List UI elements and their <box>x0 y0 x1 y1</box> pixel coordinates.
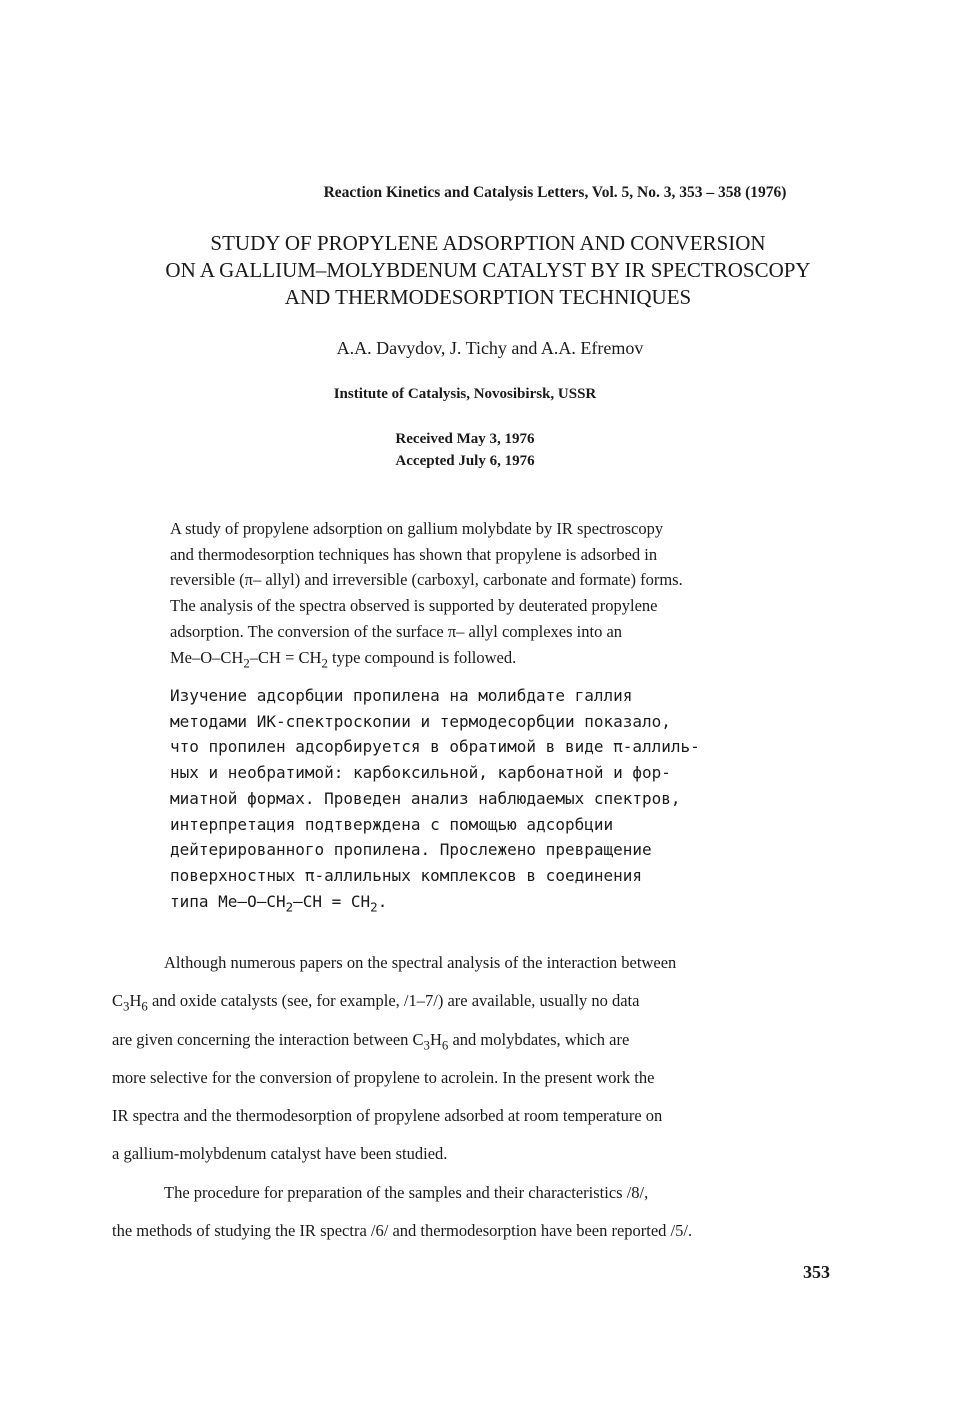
abstract-line: дейтерированного пропилена. Прослежено превращение <box>170 840 652 860</box>
formula-subscript: 3 <box>123 999 130 1014</box>
abstract-english <box>170 516 683 670</box>
abstract-line: методами ИК-спектроскопии и термодесорбции показало, <box>170 711 671 731</box>
formula-text: C <box>112 991 124 1011</box>
formula-subscript: 2 <box>370 898 378 914</box>
body-line: Although numerous papers on the spectral analysis of the interaction between <box>164 953 677 972</box>
page-number: 353 <box>803 1262 830 1282</box>
abstract-line <box>170 645 683 671</box>
abstract-line <box>170 889 700 915</box>
formula-subscript: 2 <box>321 656 328 671</box>
abstract-line: ных и необратимой: карбоксильной, карбонатной и фор- <box>170 763 671 783</box>
abstract-line: The analysis of the spectra observed is supported by deuterated propylene <box>170 596 658 616</box>
body-line: a gallium-molybdenum catalyst have been studied. <box>112 1144 448 1164</box>
formula-text: –CH = CH <box>249 647 322 667</box>
abstract-line: поверхностных π-аллильных комплексов в соединения <box>170 865 643 885</box>
authors: A.A. Davydov, J. Tichy and A.A. Efremov <box>336 338 644 358</box>
body-line: more selective for the conversion of propylene to acrolein. In the present work the <box>112 1067 655 1087</box>
body-paragraph <box>112 944 676 1174</box>
abstract-line: adsorption. The conversion of the surface π– allyl complexes into an <box>170 621 623 641</box>
body-text: and molybdates, which are <box>448 1029 630 1049</box>
abstract-russian <box>170 683 700 914</box>
abstract-line: миатной формах. Проведен анализ наблюдаемых спектров, <box>170 788 681 808</box>
abstract-text: type compound is followed. <box>327 647 517 667</box>
formula-subscript: 6 <box>441 1038 449 1053</box>
abstract-line: reversible (π– allyl) and irreversible (carboxyl, carbonate and formate) forms. <box>170 570 683 590</box>
formula-text: Me–O–CH <box>170 647 244 667</box>
formula-subscript: 3 <box>423 1038 430 1053</box>
body-line: IR spectra and the thermodesorption of propylene adsorbed at room temperature on <box>112 1106 663 1126</box>
institute: Institute of Catalysis, Novosibirsk, USSR <box>333 386 597 402</box>
title-line: AND THERMODESORPTION TECHNIQUES <box>284 285 692 309</box>
abstract-line: что пропилен адсорбируется в обратимой в виде π-аллиль- <box>170 737 700 757</box>
formula-text: . <box>377 891 388 911</box>
body-paragraph <box>112 1174 692 1251</box>
formula-subscript: 2 <box>285 898 294 914</box>
body-text: and oxide catalysts (see, for example, /1–7/) are available, usually no data <box>147 991 640 1011</box>
formula-text: H <box>429 1029 442 1049</box>
journal-citation: Reaction Kinetics and Catalysis Letters, Vol. 5, No. 3, 353 – 358 (1976) <box>323 184 787 201</box>
received-date: Received May 3, 1976 <box>395 431 535 447</box>
accepted-date: Accepted July 6, 1976 <box>395 453 535 469</box>
body-line <box>112 982 676 1020</box>
abstract-line: A study of propylene adsorption on gallium molybdate by IR spectroscopy <box>170 519 664 538</box>
dates <box>300 428 630 472</box>
title-line: STUDY OF PROPYLENE ADSORPTION AND CONVERSION <box>210 231 766 255</box>
formula-text: –CH = CH <box>293 891 371 911</box>
abstract-line: интерпретация подтверждена с помощью адсорбции <box>170 814 614 834</box>
abstract-line: and thermodesorption techniques has shown that propylene is adsorbed in <box>170 544 658 564</box>
paper-title <box>60 230 916 311</box>
body-line <box>112 1021 676 1059</box>
body-text: are given concerning the interaction between C <box>112 1029 424 1049</box>
body-line: the methods of studying the IR spectra /6/ and thermodesorption have been reported /5/. <box>112 1221 693 1241</box>
abstract-line: Изучение адсорбции пропилена на молибдате галлия <box>170 686 633 705</box>
formula-subscript: 2 <box>243 656 250 671</box>
formula-text: H <box>129 991 142 1011</box>
title-line: ON A GALLIUM–MOLYBDENUM CATALYST BY IR SPECTROSCOPY <box>165 258 811 282</box>
formula-subscript: 6 <box>141 999 148 1014</box>
formula-text: типа Me–O–CH <box>170 891 286 911</box>
body-line: The procedure for preparation of the samples and their characteristics /8/, <box>164 1183 649 1202</box>
